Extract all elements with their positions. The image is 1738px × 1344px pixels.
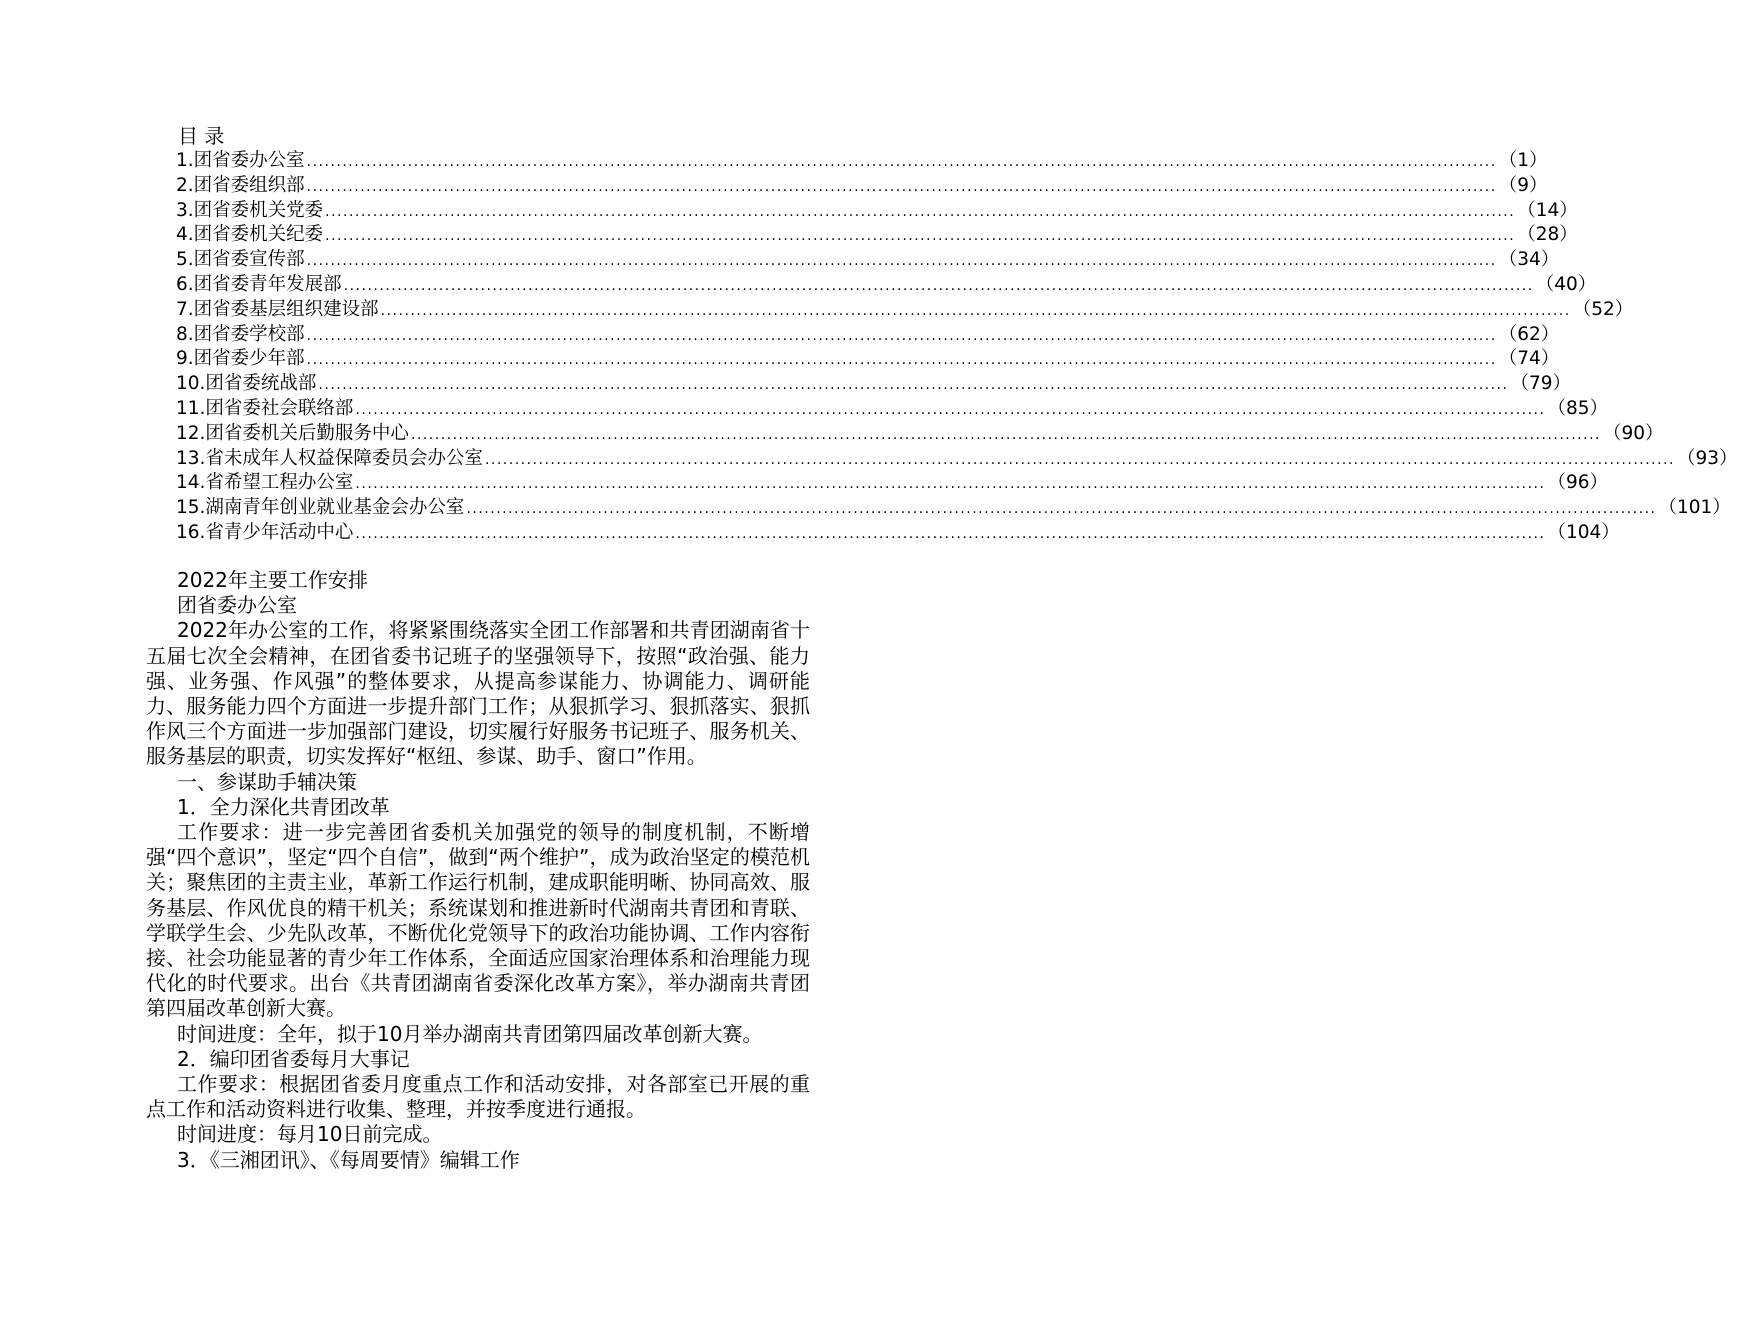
- toc-entry-label: 6.团省委青年发展部: [176, 273, 342, 295]
- plan-heading: 2022年主要工作安排: [177, 568, 368, 592]
- toc-entry-page: （52）: [1572, 298, 1634, 320]
- toc-entry-label: 5.团省委宣传部: [176, 249, 305, 271]
- item-requirement: 工作要求：根据团省委月度重点工作和活动安排，对各部室已开展的重点工作和活动资料进行收集、整理，并按季度进行通报。: [146, 1072, 810, 1122]
- department-name: 团省委办公室: [177, 593, 297, 618]
- toc-dot-leader: ........................................................................................................................................................................................................: [306, 253, 1497, 270]
- toc-entry: [176, 149, 1548, 174]
- toc-entry-label: 7.团省委基层组织建设部: [176, 298, 379, 320]
- toc-entry-page: （34）: [1498, 249, 1560, 271]
- toc-entry: [176, 174, 1548, 199]
- toc-entry: [176, 372, 1572, 397]
- item-title: 1．全力深化共青团改革: [177, 794, 390, 819]
- toc-dot-leader: ........................................................................................................................................................................................................: [306, 154, 1497, 170]
- toc-entry: [176, 397, 1609, 422]
- toc-entry: [176, 447, 1738, 472]
- toc-entry-label: 13.省未成年人权益保障委员会办公室: [176, 447, 483, 469]
- toc-entry: [176, 273, 1597, 298]
- toc-entry-label: 2.团省委组织部: [176, 174, 305, 196]
- toc-dot-leader: ........................................................................................................................................................................................................: [318, 377, 1509, 394]
- item-requirement: 工作要求：进一步完善团省委机关加强党的领导的制度机制，不断增强“四个意识”，坚定“四个自信”，做到“两个维护”，成为政治坚定的模范机关；聚焦团的主责主业，革新工作运行机制，建成职能明晰、协同高效、服务基层、作风优良的精干机关；系统谋划和推进新时代湖南共青团和青联、学联学生会、少先队改革，不断优化党领导下的政治功能协调、工作内容衔接、社会功能显著的青少年工作体系，全面适应国家治理体系和治理能力现代化的时代要求。出台《共青团湖南省委深化改革方案》，举办湖南共青团第四届改革创新大赛。: [146, 820, 810, 1021]
- item-schedule: 时间进度：全年，拟于10月举办湖南共青团第四届改革创新大赛。: [177, 1021, 763, 1046]
- toc-dot-leader: ........................................................................................................................................................................................................: [484, 451, 1675, 468]
- toc-dot-leader: ........................................................................................................................................................................................................: [355, 476, 1546, 493]
- toc-entry-label: 15.湖南青年创业就业基金会办公室: [176, 497, 465, 519]
- item-title: 2．编印团省委每月大事记: [177, 1046, 410, 1071]
- item-schedule: 时间进度：每月10日前完成。: [177, 1122, 443, 1147]
- document-body: [146, 568, 810, 1173]
- toc-entry: [176, 298, 1634, 323]
- toc-entry-page: （14）: [1517, 199, 1578, 221]
- section-heading: 一、参谋助手辅决策: [177, 769, 357, 794]
- toc-entry-label: 16.省青少年活动中心: [176, 521, 354, 543]
- toc-entry: [176, 496, 1731, 521]
- toc-dot-leader: ........................................................................................................................................................................................................: [306, 327, 1497, 344]
- toc-entry-page: （104）: [1547, 521, 1620, 543]
- toc-entry-label: 4.团省委机关纪委: [176, 224, 324, 246]
- toc-entry-page: （74）: [1498, 348, 1560, 370]
- toc-entry-label: 10.团省委统战部: [176, 373, 317, 395]
- table-of-contents: [176, 149, 1738, 546]
- toc-entry: [176, 323, 1560, 348]
- toc-entry-label: 8.团省委学校部: [176, 323, 305, 345]
- toc-entry-page: （85）: [1547, 397, 1609, 419]
- toc-entry: [176, 422, 1664, 447]
- toc-entry-page: （93）: [1676, 447, 1738, 469]
- toc-entry-page: （28）: [1517, 224, 1578, 246]
- toc-dot-leader: ........................................................................................................................................................................................................: [355, 525, 1546, 542]
- toc-entry: [176, 248, 1560, 273]
- toc-entry-page: （62）: [1498, 323, 1560, 345]
- toc-dot-leader: ........................................................................................................................................................................................................: [380, 302, 1571, 319]
- toc-entry-page: （90）: [1602, 422, 1664, 444]
- toc-dot-leader: ........................................................................................................................................................................................................: [343, 277, 1534, 294]
- toc-entry-label: 12.团省委机关后勤服务中心: [176, 422, 409, 444]
- toc-entry: [176, 199, 1578, 224]
- toc-dot-leader: ........................................................................................................................................................................................................: [306, 178, 1497, 195]
- toc-entry-label: 14.省希望工程办公室: [176, 472, 354, 494]
- toc-entry-page: （40）: [1535, 273, 1597, 295]
- toc-dot-leader: ........................................................................................................................................................................................................: [306, 352, 1497, 369]
- item-title: 3．《三湘团讯》、《每周要情》编辑工作: [177, 1147, 520, 1172]
- toc-entry-page: （1）: [1498, 150, 1548, 171]
- toc-entry-label: 9.团省委少年部: [176, 348, 305, 370]
- toc-entry-label: 3.团省委机关党委: [176, 199, 324, 221]
- toc-entry: [176, 347, 1560, 372]
- toc-dot-leader: ........................................................................................................................................................................................................: [325, 228, 1516, 245]
- toc-entry-page: （79）: [1510, 373, 1572, 395]
- intro-paragraph: 2022年办公室的工作，将紧紧围绕落实全团工作部署和共青团湖南省十五届七次全会精神，在团省委书记班子的坚强领导下，按照“政治强、能力强、业务强、作风强”的整体要求，从提高参谋能力、协调能力、调研能力、服务能力四个方面进一步提升部门工作；从狠抓学习、狠抓落实、狠抓作风三个方面进一步加强部门建设，切实履行好服务书记班子、服务机关、服务基层的职责，切实发挥好“枢纽、参谋、助手、窗口”作用。: [146, 618, 810, 769]
- toc-entry-page: （9）: [1498, 174, 1548, 196]
- toc-title: 目 录: [178, 124, 225, 148]
- toc-dot-leader: ........................................................................................................................................................................................................: [410, 426, 1601, 443]
- toc-entry-label: 1.团省委办公室: [176, 150, 305, 171]
- toc-entry: [176, 521, 1620, 546]
- toc-entry-page: （96）: [1547, 472, 1609, 494]
- toc-entry: [176, 471, 1609, 496]
- toc-entry: [176, 223, 1578, 248]
- toc-entry-page: （101）: [1658, 497, 1731, 519]
- toc-dot-leader: ........................................................................................................................................................................................................: [466, 501, 1657, 518]
- toc-dot-leader: ........................................................................................................................................................................................................: [325, 203, 1516, 220]
- toc-entry-label: 11.团省委社会联络部: [176, 397, 354, 419]
- toc-dot-leader: ........................................................................................................................................................................................................: [355, 401, 1546, 418]
